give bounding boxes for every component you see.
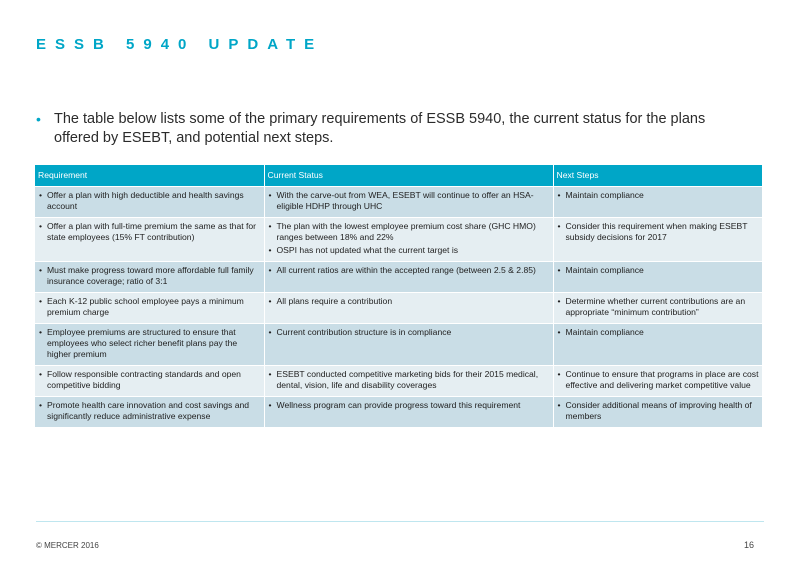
requirement-cell xyxy=(35,187,264,218)
table-row xyxy=(35,293,762,324)
intro-bullet xyxy=(36,110,736,148)
requirements-table xyxy=(35,165,762,427)
next-step-text: • Consider this requirement when making ESEBT subsidy decisions for 2017 xyxy=(557,221,760,243)
intro-text: The table below lists some of the primary requirements of ESSB 5940, the current status for the plans offered by ESEBT, and potential next steps. xyxy=(54,111,706,146)
requirement-text: • Each K-12 public school employee pays a minimum premium charge xyxy=(38,296,261,318)
next-step-text: • Determine whether current contributions are an appropriate “minimum contribution” xyxy=(557,296,760,318)
status-text: • All current ratios are within the accepted range (between 2.5 & 2.85) xyxy=(268,265,550,276)
status-text: • OSPI has not updated what the current target is xyxy=(268,245,550,256)
requirement-cell xyxy=(35,293,264,324)
requirement-cell xyxy=(35,397,264,428)
requirement-text: • Must make progress toward more affordable full family insurance coverage; ratio of 3:1 xyxy=(38,265,261,287)
next-steps-cell xyxy=(553,366,762,397)
next-step-text: • Maintain compliance xyxy=(557,265,760,276)
table-header-row xyxy=(35,165,762,187)
requirement-text: • Promote health care innovation and cost savings and significantly reduce administrative expense xyxy=(38,400,261,422)
status-text: • With the carve-out from WEA, ESEBT will continue to offer an HSA-eligible HDHP through UHC xyxy=(268,190,550,212)
status-cell xyxy=(264,397,553,428)
next-steps-cell xyxy=(553,324,762,366)
slide-title: ESSB 5940 UPDATE xyxy=(36,36,324,53)
status-cell xyxy=(264,293,553,324)
table-row xyxy=(35,366,762,397)
status-cell xyxy=(264,324,553,366)
requirement-text: • Follow responsible contracting standards and open competitive bidding xyxy=(38,369,261,391)
table-row xyxy=(35,324,762,366)
requirement-text: • Offer a plan with full-time premium the same as that for state employees (15% FT contribution) xyxy=(38,221,261,243)
header-next-steps: Next Steps xyxy=(553,165,762,187)
status-text: • All plans require a contribution xyxy=(268,296,550,307)
next-steps-cell xyxy=(553,293,762,324)
next-step-text: • Maintain compliance xyxy=(557,327,760,338)
footer-divider xyxy=(36,521,764,522)
next-steps-cell xyxy=(553,397,762,428)
status-text: • The plan with the lowest employee premium cost share (GHC HMO) ranges between 18% and 22% xyxy=(268,221,550,243)
status-text: • ESEBT conducted competitive marketing bids for their 2015 medical, dental, vision, life and disability coverages xyxy=(268,369,550,391)
header-requirement: Requirement xyxy=(35,165,264,187)
next-step-text: • Maintain compliance xyxy=(557,190,760,201)
header-current-status: Current Status xyxy=(264,165,553,187)
table-row xyxy=(35,187,762,218)
status-cell xyxy=(264,262,553,293)
next-step-text: • Continue to ensure that programs in place are cost effective and delivering market competitive value xyxy=(557,369,760,391)
requirement-text: • Employee premiums are structured to ensure that employees who select richer benefit plans pay the higher premium xyxy=(38,327,261,360)
bullet-icon: • xyxy=(36,111,41,127)
requirement-cell xyxy=(35,366,264,397)
requirement-cell xyxy=(35,262,264,293)
next-step-text: • Consider additional means of improving health of members xyxy=(557,400,760,422)
next-steps-cell xyxy=(553,218,762,262)
page-number: 16 xyxy=(743,540,754,550)
requirement-cell xyxy=(35,324,264,366)
next-steps-cell xyxy=(553,262,762,293)
requirement-cell xyxy=(35,218,264,262)
status-cell xyxy=(264,218,553,262)
table-row xyxy=(35,218,762,262)
table-row xyxy=(35,262,762,293)
status-text: • Current contribution structure is in compliance xyxy=(268,327,550,338)
table-row xyxy=(35,397,762,428)
status-text: • Wellness program can provide progress toward this requirement xyxy=(268,400,550,411)
status-cell xyxy=(264,187,553,218)
footer-copyright: © MERCER 2016 xyxy=(36,541,99,550)
status-cell xyxy=(264,366,553,397)
requirement-text: • Offer a plan with high deductible and health savings account xyxy=(38,190,261,212)
next-steps-cell xyxy=(553,187,762,218)
